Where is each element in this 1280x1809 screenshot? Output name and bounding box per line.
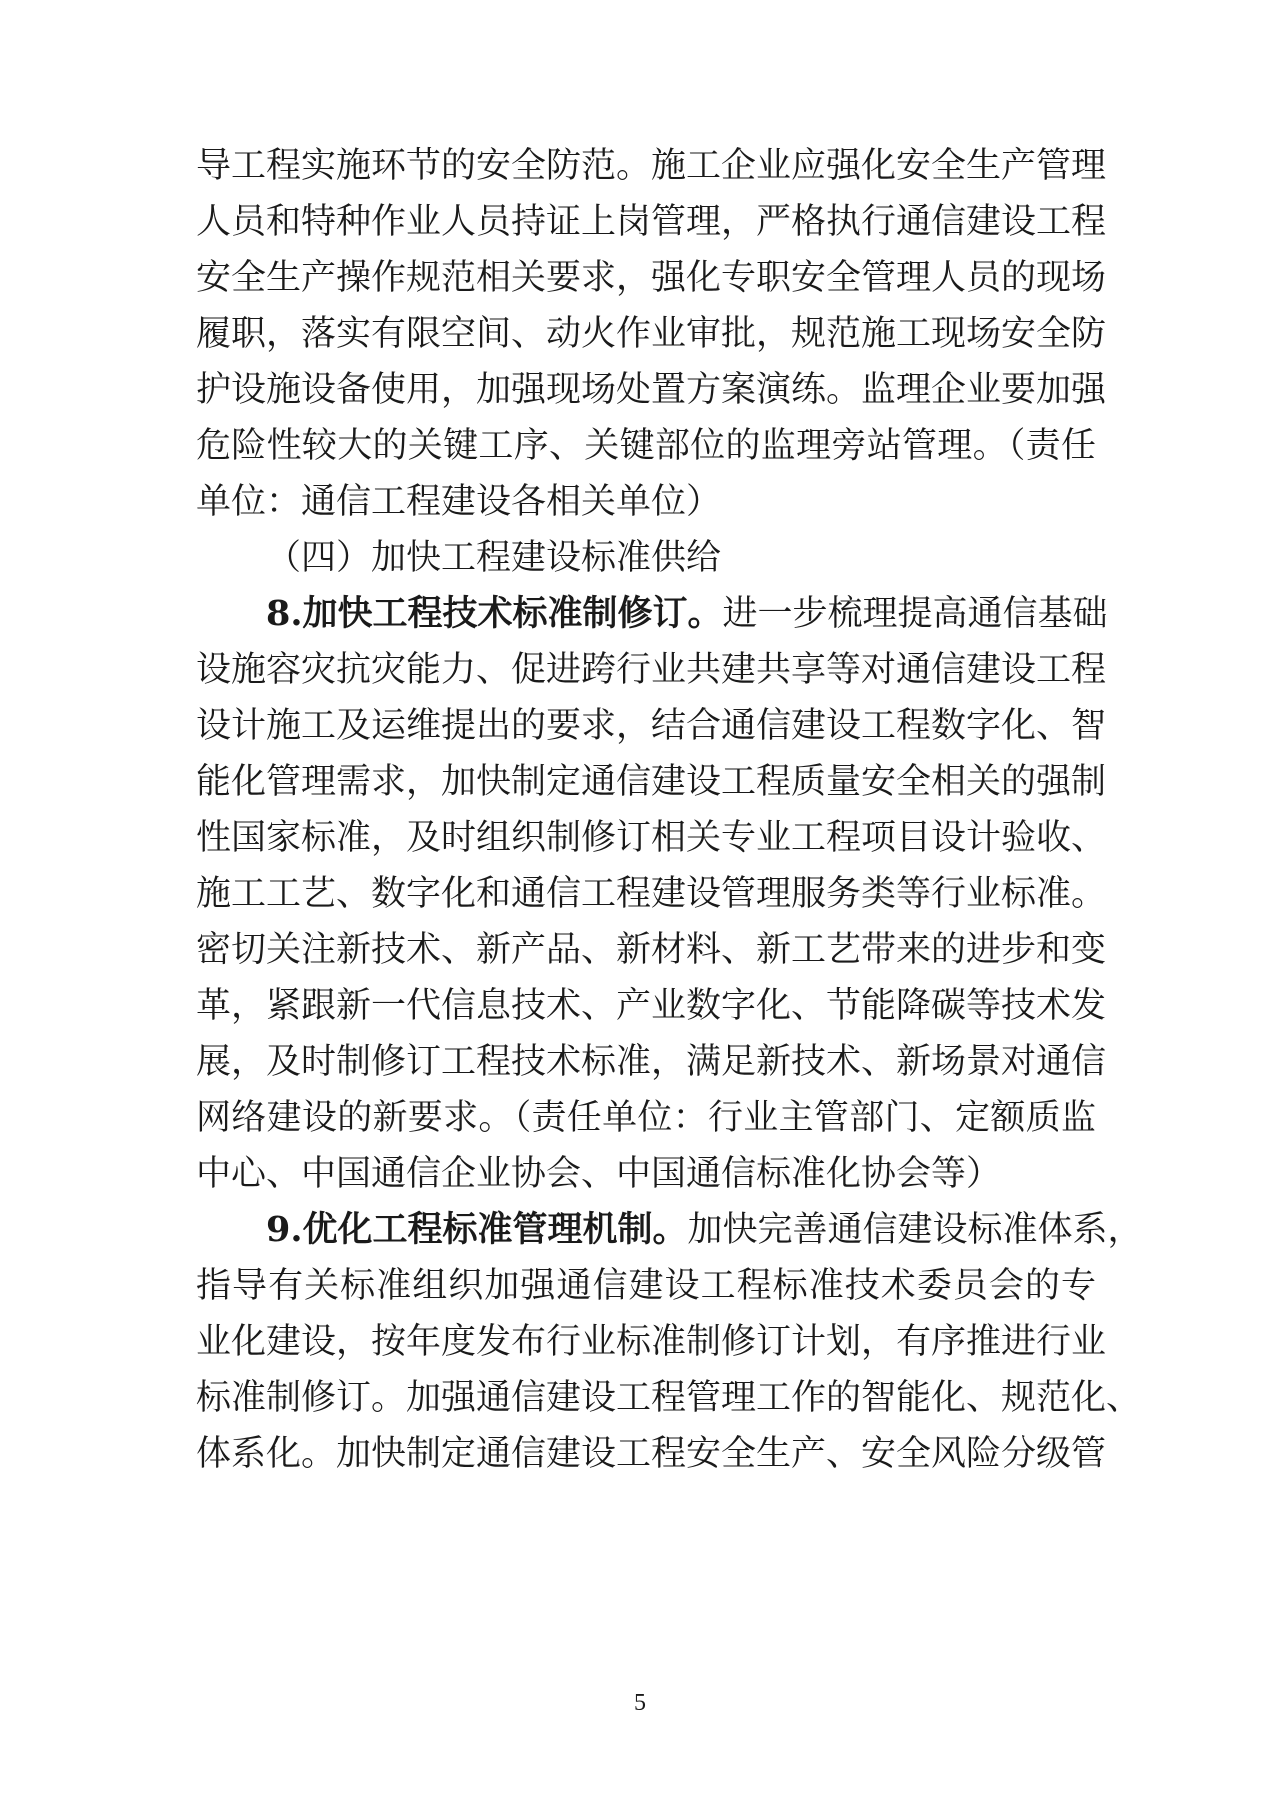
paragraph-line: 履职，落实有限空间、动火作业审批，规范施工现场安全防 <box>196 314 1107 354</box>
paragraph-line: 安全生产操作规范相关要求，强化专职安全管理人员的现场 <box>196 258 1107 298</box>
paragraph-line: 能化管理需求，加快制定通信建设工程质量安全相关的强制 <box>196 762 1107 802</box>
paragraph-line: 指导有关标准组织加强通信建设工程标准技术委员会的专 <box>196 1266 1096 1306</box>
paragraph-line: 施工工艺、数字化和通信工程建设管理服务类等行业标准。 <box>196 874 1107 914</box>
page-number: 5 <box>634 1690 646 1716</box>
paragraph-line: 人员和特种作业人员持证上岗管理，严格执行通信建设工程 <box>196 202 1107 242</box>
paragraph-line: 设计施工及运维提出的要求，结合通信建设工程数字化、智 <box>196 706 1107 746</box>
section-heading: （四）加快工程建设标准供给 <box>266 538 722 578</box>
paragraph-line: 危险性较大的关键工序、关键部位的监理旁站管理。（责任 <box>196 426 1096 466</box>
paragraph-line: 网络建设的新要求。（责任单位：行业主管部门、定额质监 <box>196 1098 1096 1138</box>
paragraph-line: 性国家标准，及时组织制修订相关专业工程项目设计验收、 <box>196 818 1107 858</box>
item-8-title: 8.加快工程技术标准制修订。 <box>266 593 723 634</box>
paragraph-line: 业化建设，按年度发布行业标准制修订计划，有序推进行业 <box>196 1322 1107 1362</box>
item-8-first-line <box>266 593 1108 634</box>
paragraph-line: 标准制修订。加强通信建设工程管理工作的智能化、规范化、 <box>196 1378 1142 1418</box>
paragraph-line: 革，紧跟新一代信息技术、产业数字化、节能降碳等技术发 <box>196 986 1107 1026</box>
item-9-first-line <box>266 1209 1143 1250</box>
paragraph-line: 单位：通信工程建设各相关单位） <box>196 482 722 522</box>
paragraph-line: 导工程实施环节的安全防范。施工企业应强化安全生产管理 <box>196 146 1107 186</box>
paragraph-line: 展，及时制修订工程技术标准，满足新技术、新场景对通信 <box>196 1042 1107 1082</box>
paragraph-line: 体系化。加快制定通信建设工程安全生产、安全风险分级管 <box>196 1434 1107 1474</box>
paragraph-line: 中心、中国通信企业协会、中国通信标准化协会等） <box>196 1154 1002 1194</box>
paragraph-line: 设施容灾抗灾能力、促进跨行业共建共享等对通信建设工程 <box>196 650 1107 690</box>
item-9-title: 9.优化工程标准管理机制。 <box>266 1209 688 1250</box>
paragraph-line: 密切关注新技术、新产品、新材料、新工艺带来的进步和变 <box>196 930 1107 970</box>
item-9-first-line-text: 加快完善通信建设标准体系， <box>687 1210 1143 1250</box>
item-8-first-line-text: 进一步梳理提高通信基础 <box>722 594 1108 634</box>
paragraph-line: 护设施设备使用，加强现场处置方案演练。监理企业要加强 <box>196 370 1107 410</box>
